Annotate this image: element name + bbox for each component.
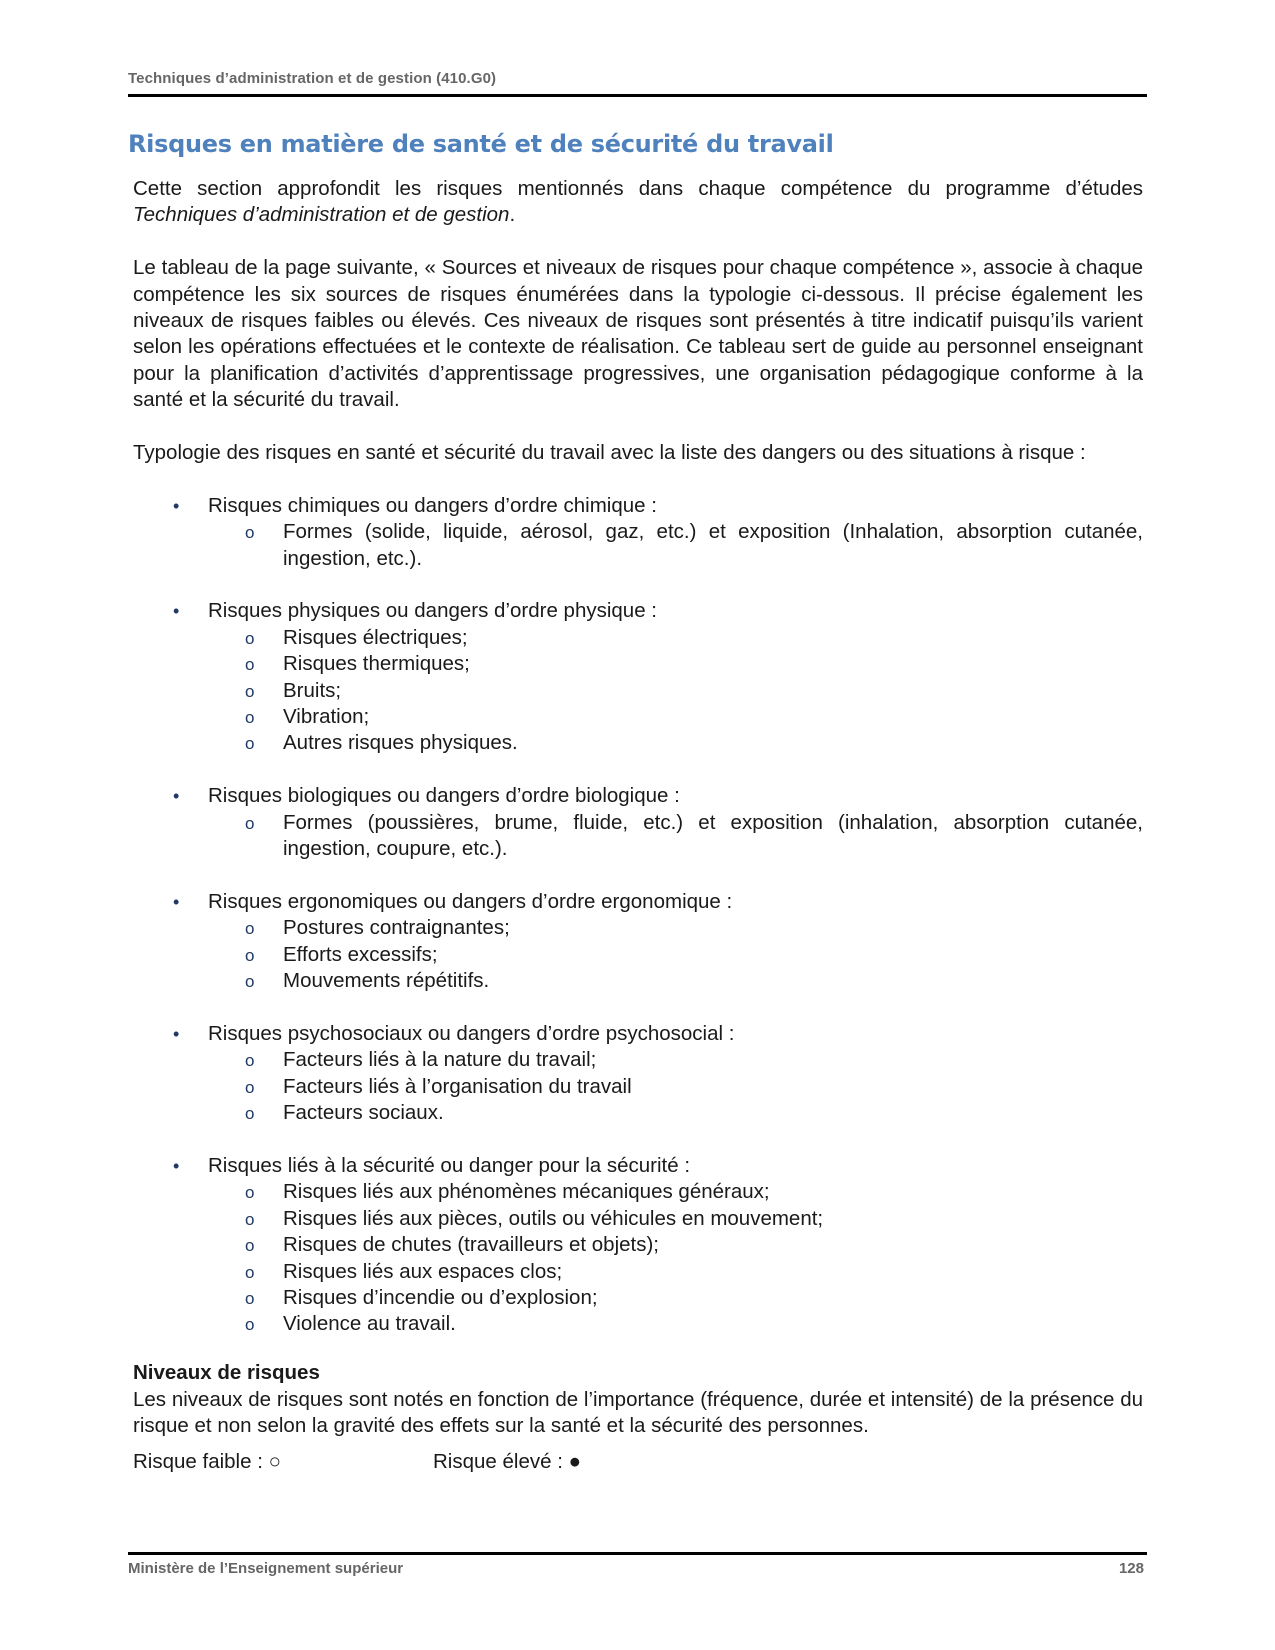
risk-subitem-text: Violence au travail. xyxy=(283,1312,456,1336)
risk-subitem-text: Risques liés aux espaces clos; xyxy=(283,1259,563,1283)
risk-subitem xyxy=(208,1047,1143,1073)
legend-low-risk: Risque faible : ○ xyxy=(133,1450,281,1474)
bullet-icon: • xyxy=(173,891,180,912)
risk-type-label: Risques chimiques ou dangers d’ordre chimique : xyxy=(208,493,657,517)
bullet-icon: • xyxy=(173,601,180,622)
hollow-circle-bullet-icon: o xyxy=(245,523,255,543)
risk-type-label: Risques liés à la sécurité ou danger pour la sécurité : xyxy=(208,1153,691,1177)
risk-subitem xyxy=(208,1206,1143,1232)
risk-type-item xyxy=(133,783,1143,862)
risk-subitem xyxy=(208,1285,1143,1311)
risk-subitems xyxy=(208,1179,1143,1337)
risk-typology-list xyxy=(133,493,1143,1338)
intro-period: . xyxy=(509,203,516,227)
risk-subitem xyxy=(208,625,1143,651)
hollow-circle-bullet-icon: o xyxy=(245,919,255,939)
hollow-circle-bullet-icon: o xyxy=(245,708,255,728)
risk-subitem xyxy=(208,1259,1143,1285)
risk-subitem xyxy=(208,1232,1143,1258)
risk-subitem-text: Facteurs liés à l’organisation du travail xyxy=(283,1074,632,1098)
risk-subitem xyxy=(208,519,1143,572)
header-rule xyxy=(128,94,1147,97)
risk-subitems xyxy=(208,625,1143,757)
risk-subitem-text: Risques liés aux pièces, outils ou véhicules en mouvement; xyxy=(283,1206,824,1230)
risk-type-label: Risques psychosociaux ou dangers d’ordre psychosocial : xyxy=(208,1021,735,1045)
risk-subitem xyxy=(208,704,1143,730)
risk-type-label: Risques ergonomiques ou dangers d’ordre ergonomique : xyxy=(208,889,733,913)
hollow-circle-bullet-icon: o xyxy=(245,1183,255,1203)
hollow-circle-bullet-icon: o xyxy=(245,734,255,754)
bullet-icon: • xyxy=(173,1155,180,1176)
hollow-circle-bullet-icon: o xyxy=(245,628,255,648)
risk-subitem-text: Bruits; xyxy=(283,678,342,702)
risk-subitem-text: Mouvements répétitifs. xyxy=(283,969,490,993)
hollow-circle-bullet-icon: o xyxy=(245,1262,255,1282)
hollow-circle-bullet-icon: o xyxy=(245,681,255,701)
hollow-circle-bullet-icon: o xyxy=(245,1315,255,1335)
hollow-circle-bullet-icon: o xyxy=(245,1288,255,1308)
risk-subitem-text: Autres risques physiques. xyxy=(283,731,518,755)
running-header: Techniques d’administration et de gestion (410.G0) xyxy=(128,70,497,87)
page-title: Risques en matière de santé et de sécurité du travail xyxy=(128,130,834,158)
risk-subitems xyxy=(208,1047,1143,1126)
risk-subitem-text: Risques électriques; xyxy=(283,625,468,649)
hollow-circle-bullet-icon: o xyxy=(245,1209,255,1229)
risk-subitem-text: Risques thermiques; xyxy=(283,652,470,676)
intro-paragraph-1 xyxy=(133,176,1143,229)
hollow-circle-bullet-icon: o xyxy=(245,945,255,965)
intro-paragraph-2: Le tableau de la page suivante, « Sources et niveaux de risques pour chaque compétence », associe à chaque compétence les six sources de risques énumérées dans la typologie ci-dessous. Il précise également les niveaux de risques faibles ou élevés. Ces niveaux de risques sont présentés à titre indicatif puisqu’ils varient selon les opérations effectuées et le contexte de réalisation. Ce tableau sert de guide au personnel enseignant pour la planification d’activités d’apprentissage progressives, une organisation pédagogique conforme à la santé et la sécurité du travail. xyxy=(133,256,1143,412)
bullet-icon: • xyxy=(173,495,180,516)
risk-subitem xyxy=(208,810,1143,863)
risk-subitem xyxy=(208,1179,1143,1205)
risk-level-legend xyxy=(133,1449,1143,1475)
risk-subitem-text: Facteurs liés à la nature du travail; xyxy=(283,1048,597,1072)
risk-subitems xyxy=(208,810,1143,863)
risk-subitem-text: Facteurs sociaux. xyxy=(283,1101,444,1125)
hollow-circle-bullet-icon: o xyxy=(245,1051,255,1071)
program-name-italic: Techniques d’administration et de gestion xyxy=(133,203,510,227)
risk-type-item xyxy=(133,889,1143,995)
intro-paragraph-3: Typologie des risques en santé et sécurité du travail avec la liste des dangers ou des situations à risque : xyxy=(133,441,1086,465)
risk-subitem-text: Risques de chutes (travailleurs et objets); xyxy=(283,1233,660,1257)
bullet-icon: • xyxy=(173,1023,180,1044)
hollow-circle-bullet-icon: o xyxy=(245,1077,255,1097)
bullet-icon: • xyxy=(173,786,180,807)
legend-high-risk: Risque élevé : ● xyxy=(433,1450,581,1474)
risk-subitem-text: Risques liés aux phénomènes mécaniques généraux; xyxy=(283,1180,770,1204)
hollow-circle-bullet-icon: o xyxy=(245,1104,255,1124)
footer-ministry: Ministère de l’Enseignement supérieur xyxy=(128,1560,404,1577)
risk-subitem-text: Vibration; xyxy=(283,705,370,729)
risk-type-item xyxy=(133,598,1143,756)
niveaux-heading: Niveaux de risques xyxy=(133,1361,320,1385)
intro-text: Cette section approfondit les risques mentionnés dans chaque compétence du programme d’études xyxy=(133,177,1143,200)
risk-type-item xyxy=(133,1021,1143,1127)
risk-subitem xyxy=(208,968,1143,994)
risk-subitem xyxy=(208,942,1143,968)
risk-subitem-text: Formes (poussières, brume, fluide, etc.) et exposition (inhalation, absorption cutanée, ingestion, coupure, etc.). xyxy=(283,810,1143,861)
risk-subitem-text: Formes (solide, liquide, aérosol, gaz, etc.) et exposition (Inhalation, absorption cutanée, ingestion, etc.). xyxy=(283,520,1143,570)
hollow-circle-bullet-icon: o xyxy=(245,813,255,833)
risk-subitems xyxy=(208,915,1143,994)
risk-subitem xyxy=(208,915,1143,941)
risk-type-label: Risques physiques ou dangers d’ordre physique : xyxy=(208,599,657,623)
risk-subitem xyxy=(208,651,1143,677)
hollow-circle-bullet-icon: o xyxy=(245,972,255,992)
document-body xyxy=(133,176,1143,1476)
niveaux-paragraph: Les niveaux de risques sont notés en fonction de l’importance (fréquence, durée et intensité) de la présence du risque et non selon la gravité des effets sur la santé et la sécurité des personnes. xyxy=(133,1387,1143,1437)
risk-subitem xyxy=(208,1074,1143,1100)
risk-type-item xyxy=(133,493,1143,572)
risk-subitems xyxy=(208,519,1143,572)
risk-subitem-text: Efforts excessifs; xyxy=(283,942,438,966)
risk-subitem xyxy=(208,678,1143,704)
risk-subitem xyxy=(208,1100,1143,1126)
page-number: 128 xyxy=(1118,1560,1144,1577)
risk-subitem-text: Postures contraignantes; xyxy=(283,916,510,940)
hollow-circle-bullet-icon: o xyxy=(245,655,255,675)
footer-rule xyxy=(128,1552,1147,1555)
hollow-circle-bullet-icon: o xyxy=(245,1236,255,1256)
risk-type-label: Risques biologiques ou dangers d’ordre biologique : xyxy=(208,784,680,808)
risk-subitem-text: Risques d’incendie ou d’explosion; xyxy=(283,1285,598,1309)
risk-subitem xyxy=(208,1311,1143,1337)
risk-subitem xyxy=(208,730,1143,756)
risk-type-item xyxy=(133,1153,1143,1338)
